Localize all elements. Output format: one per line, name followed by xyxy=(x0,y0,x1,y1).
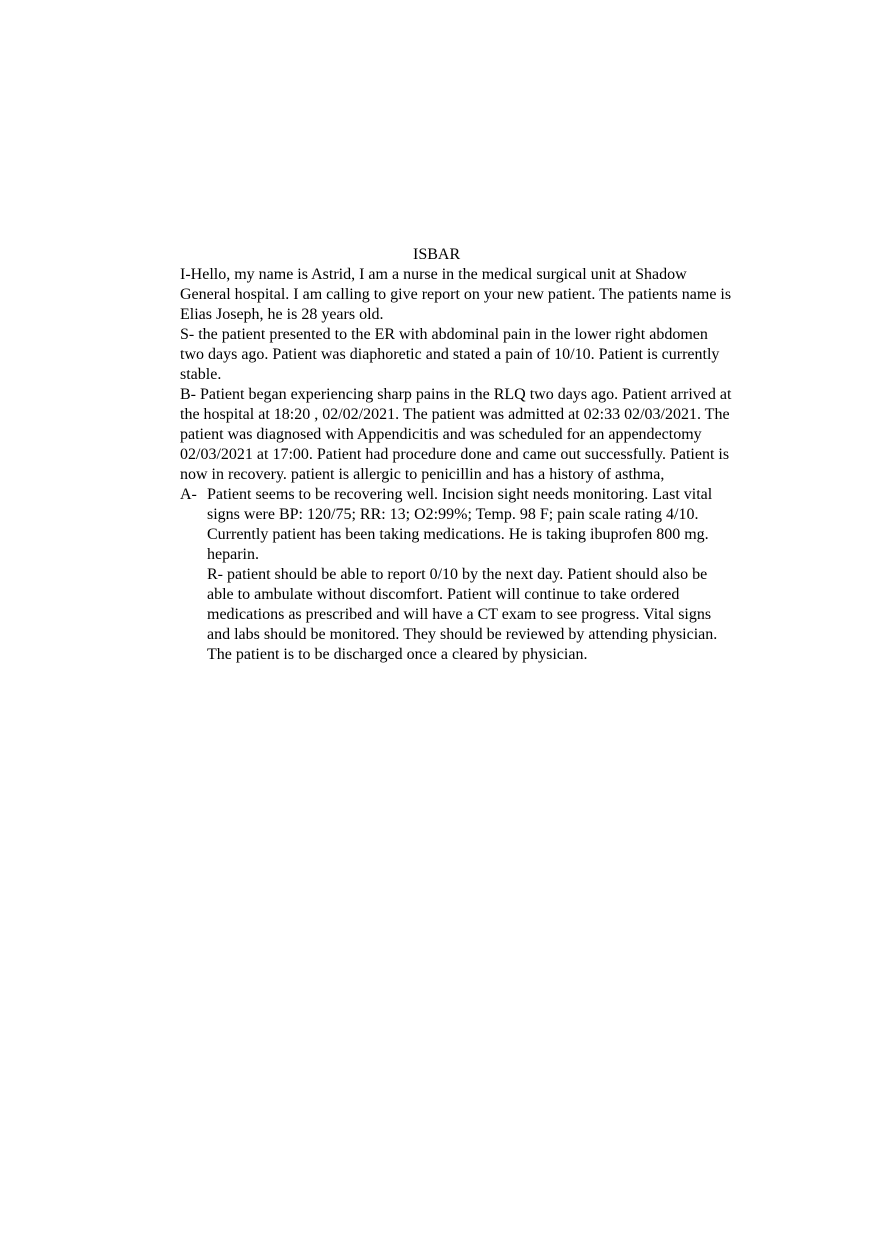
recommendation-line-4: and labs should be monitored. They should be reviewed by attending physician. xyxy=(207,626,718,643)
background-line-3: patient was diagnosed with Appendicitis and was scheduled for an appendectomy xyxy=(180,426,702,443)
recommendation-line-5: The patient is to be discharged once a cleared by physician. xyxy=(207,646,588,663)
background-line-1: B- Patient began experiencing sharp pains in the RLQ two days ago. Patient arrived at xyxy=(180,386,732,403)
background-line-5: now in recovery. patient is allergic to penicillin and has a history of asthma, xyxy=(180,466,665,483)
intro-line-2: General hospital. I am calling to give report on your new patient. The patients name is xyxy=(180,286,732,303)
recommendation-line-3: medications as prescribed and will have a CT exam to see progress. Vital signs xyxy=(207,606,712,623)
recommendation-line-2: able to ambulate without discomfort. Patient will continue to take ordered xyxy=(207,586,680,603)
situation-line-1: S- the patient presented to the ER with abdominal pain in the lower right abdomen xyxy=(180,326,708,343)
situation-line-3: stable. xyxy=(180,366,222,383)
assessment-line-4: heparin. xyxy=(207,546,259,563)
assessment-line-1: Patient seems to be recovering well. Incision sight needs monitoring. Last vital xyxy=(207,486,713,503)
intro-line-1: I-Hello, my name is Astrid, I am a nurse in the medical surgical unit at Shadow xyxy=(180,266,687,283)
situation-line-2: two days ago. Patient was diaphoretic and stated a pain of 10/10. Patient is currently xyxy=(180,346,720,363)
document-title: ISBAR xyxy=(413,246,461,263)
assessment-marker: A- xyxy=(180,486,197,503)
recommendation-line-1: R- patient should be able to report 0/10 by the next day. Patient should also be xyxy=(207,566,708,583)
background-line-2: the hospital at 18:20 , 02/02/2021. The patient was admitted at 02:33 02/03/2021. The xyxy=(180,406,730,423)
background-line-4: 02/03/2021 at 17:00. Patient had procedure done and came out successfully. Patient is xyxy=(180,446,730,463)
intro-line-3: Elias Joseph, he is 28 years old. xyxy=(180,306,384,323)
assessment-line-2: signs were BP: 120/75; RR: 13; O2:99%; Temp. 98 F; pain scale rating 4/10. xyxy=(207,506,699,523)
assessment-line-3: Currently patient has been taking medications. He is taking ibuprofen 800 mg. xyxy=(207,526,709,543)
